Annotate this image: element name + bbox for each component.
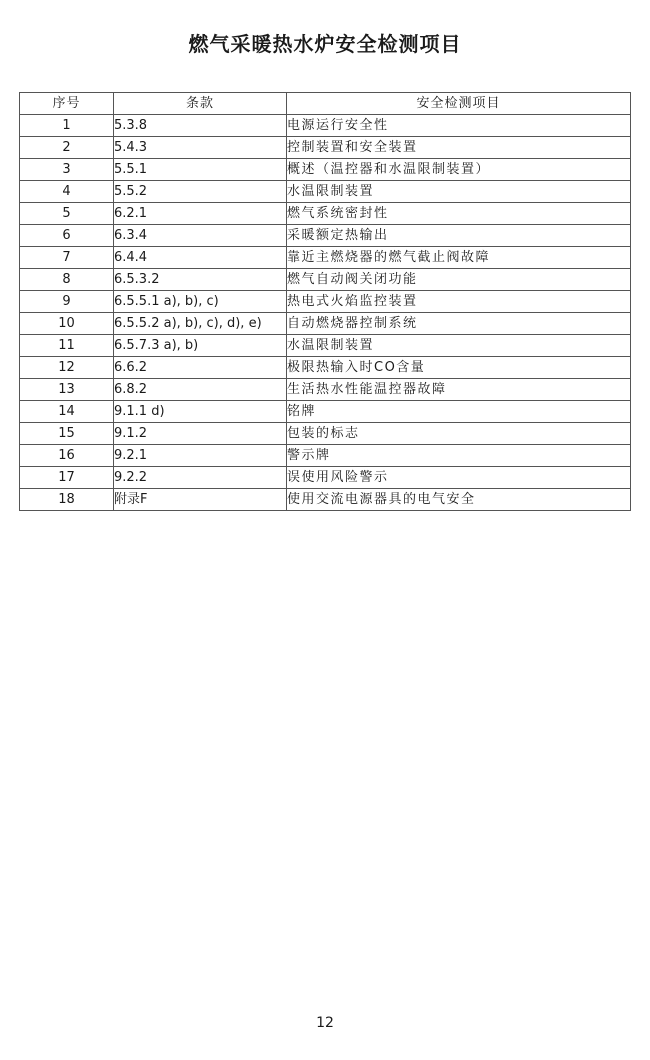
test-item-cell: 包装的标志 xyxy=(287,423,631,445)
test-item-cell: 误使用风险警示 xyxy=(287,467,631,489)
clause-cell: 9.1.2 xyxy=(114,423,287,445)
serial-number-cell: 8 xyxy=(20,269,114,291)
serial-number-cell: 6 xyxy=(20,225,114,247)
test-item-cell: 极限热输入时CO含量 xyxy=(287,357,631,379)
test-item-cell: 概述（温控器和水温限制装置） xyxy=(287,159,631,181)
serial-number-cell: 10 xyxy=(20,313,114,335)
serial-number-cell: 16 xyxy=(20,445,114,467)
column-header-serial-number: 序号 xyxy=(20,93,114,115)
serial-number-cell: 15 xyxy=(20,423,114,445)
clause-cell: 附录F xyxy=(114,489,287,511)
table-row xyxy=(20,489,631,511)
table-row xyxy=(20,467,631,489)
serial-number-cell: 12 xyxy=(20,357,114,379)
clause-cell: 6.3.4 xyxy=(114,225,287,247)
serial-number-cell: 11 xyxy=(20,335,114,357)
table-row xyxy=(20,291,631,313)
clause-cell: 5.5.2 xyxy=(114,181,287,203)
test-item-cell: 靠近主燃烧器的燃气截止阀故障 xyxy=(287,247,631,269)
test-item-cell: 生活热水性能温控器故障 xyxy=(287,379,631,401)
serial-number-cell: 9 xyxy=(20,291,114,313)
column-header-test-item: 安全检测项目 xyxy=(287,93,631,115)
clause-cell: 6.6.2 xyxy=(114,357,287,379)
test-item-cell: 燃气系统密封性 xyxy=(287,203,631,225)
clause-cell: 6.5.7.3 a), b) xyxy=(114,335,287,357)
table-row xyxy=(20,137,631,159)
test-item-cell: 水温限制装置 xyxy=(287,181,631,203)
table-row xyxy=(20,445,631,467)
clause-cell: 6.5.5.2 a), b), c), d), e) xyxy=(114,313,287,335)
test-item-cell: 控制装置和安全装置 xyxy=(287,137,631,159)
serial-number-cell: 14 xyxy=(20,401,114,423)
table-row xyxy=(20,203,631,225)
clause-cell: 5.4.3 xyxy=(114,137,287,159)
table-row xyxy=(20,423,631,445)
table-row xyxy=(20,115,631,137)
clause-cell: 6.2.1 xyxy=(114,203,287,225)
serial-number-cell: 3 xyxy=(20,159,114,181)
clause-cell: 6.8.2 xyxy=(114,379,287,401)
clause-cell: 9.2.2 xyxy=(114,467,287,489)
serial-number-cell: 2 xyxy=(20,137,114,159)
clause-cell: 6.5.3.2 xyxy=(114,269,287,291)
test-item-cell: 使用交流电源器具的电气安全 xyxy=(287,489,631,511)
test-item-cell: 铭牌 xyxy=(287,401,631,423)
page-number: 12 xyxy=(316,1015,334,1031)
table-row xyxy=(20,357,631,379)
table-row xyxy=(20,159,631,181)
test-item-cell: 水温限制装置 xyxy=(287,335,631,357)
serial-number-cell: 7 xyxy=(20,247,114,269)
safety-test-items-table xyxy=(19,92,631,511)
clause-cell: 6.4.4 xyxy=(114,247,287,269)
clause-cell: 5.5.1 xyxy=(114,159,287,181)
column-header-clause: 条款 xyxy=(114,93,287,115)
test-item-cell: 燃气自动阀关闭功能 xyxy=(287,269,631,291)
page-title: 燃气采暖热水炉安全检测项目 xyxy=(188,32,462,56)
serial-number-cell: 4 xyxy=(20,181,114,203)
test-item-cell: 电源运行安全性 xyxy=(287,115,631,137)
clause-cell: 9.1.1 d) xyxy=(114,401,287,423)
table-row xyxy=(20,269,631,291)
test-item-cell: 警示牌 xyxy=(287,445,631,467)
test-item-cell: 热电式火焰监控装置 xyxy=(287,291,631,313)
table-row xyxy=(20,379,631,401)
table-row xyxy=(20,181,631,203)
table-row xyxy=(20,313,631,335)
clause-cell: 5.3.8 xyxy=(114,115,287,137)
test-item-cell: 自动燃烧器控制系统 xyxy=(287,313,631,335)
table-header-row xyxy=(20,93,631,115)
table-row xyxy=(20,247,631,269)
serial-number-cell: 17 xyxy=(20,467,114,489)
clause-cell: 9.2.1 xyxy=(114,445,287,467)
serial-number-cell: 18 xyxy=(20,489,114,511)
table-row xyxy=(20,225,631,247)
serial-number-cell: 1 xyxy=(20,115,114,137)
serial-number-cell: 13 xyxy=(20,379,114,401)
table-row xyxy=(20,401,631,423)
serial-number-cell: 5 xyxy=(20,203,114,225)
table-row xyxy=(20,335,631,357)
clause-cell: 6.5.5.1 a), b), c) xyxy=(114,291,287,313)
test-item-cell: 采暖额定热输出 xyxy=(287,225,631,247)
